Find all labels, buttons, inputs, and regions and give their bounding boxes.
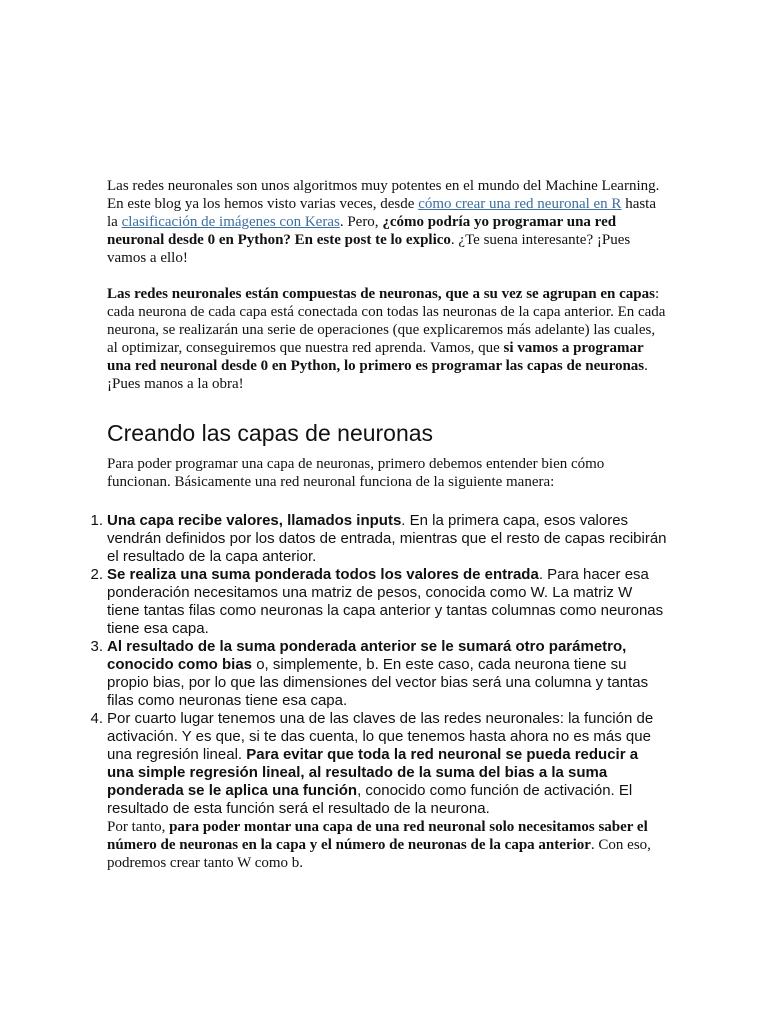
section-paragraph: Para poder programar una capa de neuronas, primero debemos entender bien cómo funcionan. Básicamente una red neuronal funciona de la siguiente manera: (107, 456, 605, 490)
layers-text-1: : cada neurona de cada capa está conectada con todas las neuronas de la capa anterior. En cada neurona, se realizarán una serie de operaciones (que explicaremos más adelante) las cuales, al optimizar, conseguiremos que nuestra red aprenda. Vamos, que (107, 286, 666, 356)
list-item (90, 638, 667, 710)
link-clasificacion-keras[interactable]: clasificación de imágenes con Keras (121, 214, 340, 230)
intro-text-3: . Pero, (339, 214, 383, 230)
step-bold: Para evitar que toda la red neuronal se pueda reducir a una simple regresión lineal, al resultado de la suma del bias a la suma ponderada se le aplica una función (107, 746, 639, 799)
conclusion-text-2: . Con eso, podremos crear tanto W como b. (107, 837, 651, 871)
conclusion-paragraph (107, 818, 667, 872)
intro-bold-question: ¿cómo podría yo programar una red neuronal desde 0 en Python? En este post te lo explico (107, 214, 617, 248)
layers-bold-2: si vamos a programar una red neuronal desde 0 en Python, lo primero es programar las capas de neuronas (107, 340, 645, 374)
list-item (90, 710, 667, 872)
steps-list (90, 512, 667, 872)
step-bold: Una capa recibe valores, llamados inputs (107, 512, 402, 529)
list-number: 3. (90, 638, 103, 655)
step-bold: Se realiza una suma ponderada todos los valores de entrada (107, 566, 539, 583)
step-text: . En la primera capa, esos valores vendrán definidos por los datos de entrada, mientras que el resto de capas recibirán el resultado de la capa anterior. (107, 512, 667, 565)
conclusion-text-1: Por tanto, (107, 819, 170, 835)
step-text: , conocido como función de activación. El resultado de esta función será el resultado de la neurona. (107, 782, 633, 817)
intro-paragraph (107, 177, 667, 267)
step-text: o, simplemente, b. En este caso, cada neurona tiene su propio bias, por lo que las dimensiones del vector bias será una columna y tantas filas como neuronas tiene esa capa. (107, 656, 649, 709)
intro-text-2: hasta la (107, 196, 657, 230)
list-number: 4. (90, 710, 103, 727)
layers-intro-paragraph (107, 285, 667, 393)
link-red-neuronal-r[interactable]: cómo crear una red neuronal en R (418, 196, 622, 212)
list-number: 2. (90, 566, 103, 583)
intro-text-1: Las redes neuronales son unos algoritmos muy potentes en el mundo del Machine Learning. En este blog ya los hemos visto varias veces, desde (107, 178, 660, 212)
layers-text-2: . ¡Pues manos a la obra! (107, 358, 648, 392)
list-number: 1. (90, 512, 103, 529)
list-item (90, 512, 667, 566)
layers-bold-1: Las redes neuronales están compuestas de neuronas, que a su vez se agrupan en capas (107, 286, 655, 302)
intro-text-4: . ¿Te suena interesante? ¡Pues vamos a ello! (107, 232, 631, 266)
list-item (90, 566, 667, 638)
step-bold: Al resultado de la suma ponderada anterior se le sumará otro parámetro, conocido como bias (107, 638, 627, 673)
article-body (90, 177, 667, 872)
conclusion-bold: para poder montar una capa de una red neuronal solo necesitamos saber el número de neuronas en la capa y el número de neuronas de la capa anterior (107, 819, 648, 853)
step-text: Por cuarto lugar tenemos una de las claves de las redes neuronales: la función de activación. Y es que, si te das cuenta, lo que tenemos hasta ahora no es más que una regresión lineal. (107, 710, 654, 763)
section-heading: Creando las capas de neuronas (107, 420, 434, 446)
step-text: . Para hacer esa ponderación necesitamos una matriz de pesos, conocida como W. La matriz W tiene tantas filas como neuronas la capa anterior y tantas columnas como neuronas tiene esa capa. (107, 566, 664, 637)
